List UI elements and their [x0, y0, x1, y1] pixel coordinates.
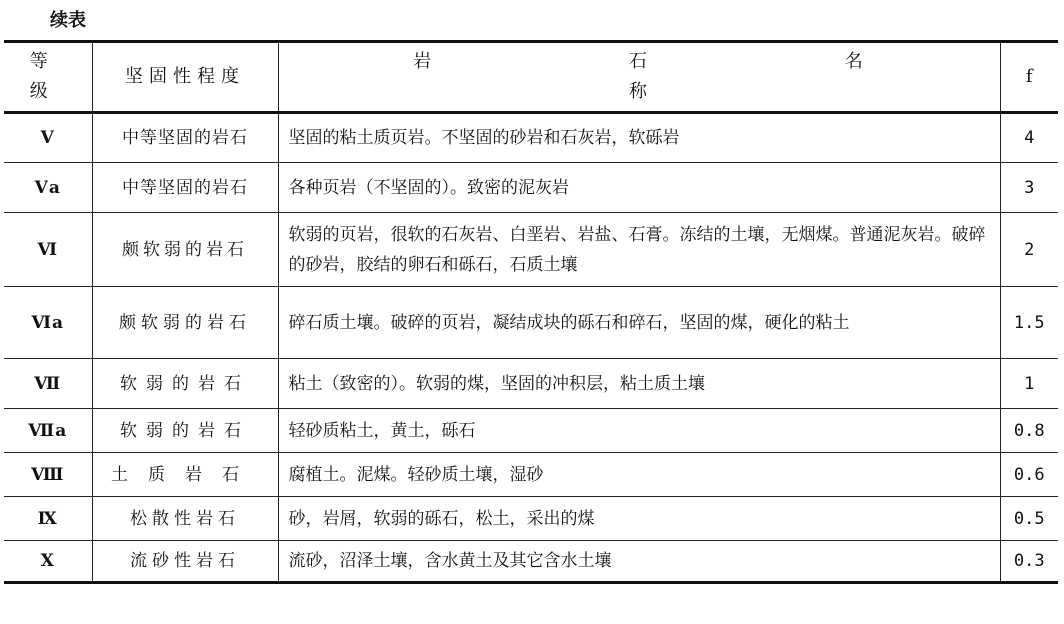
header-grade: 等 级: [4, 42, 92, 113]
cell-degree: 流砂性岩石: [92, 541, 278, 583]
table-caption: 续表: [50, 10, 86, 31]
cell-f: 0.6: [1000, 453, 1058, 497]
cell-rock-name: 砂，岩屑，软弱的砾石，松土，采出的煤: [278, 497, 1000, 541]
cell-f: 4: [1000, 113, 1058, 163]
cell-degree: 软弱的岩石: [92, 409, 278, 453]
header-f: f: [1000, 42, 1058, 113]
cell-degree: 土质岩石: [92, 453, 278, 497]
cell-grade: Ⅸ: [4, 497, 92, 541]
table-row: [4, 213, 1058, 287]
cell-grade: Ⅹ: [4, 541, 92, 583]
table-row: [4, 453, 1058, 497]
table-row: [4, 409, 1058, 453]
cell-rock-name: 碎石质土壤。破碎的页岩，凝结成块的砾石和碎石，坚固的煤，硬化的粘土: [278, 287, 1000, 359]
table-row: [4, 497, 1058, 541]
table-row: [4, 163, 1058, 213]
cell-grade: Ⅵ: [4, 213, 92, 287]
table-row: [4, 287, 1058, 359]
table-row: [4, 113, 1058, 163]
cell-rock-name: 粘土（致密的）。软弱的煤，坚固的冲积层，粘土质土壤: [278, 359, 1000, 409]
cell-rock-name: 轻砂质粘土，黄土，砾石: [278, 409, 1000, 453]
cell-degree: 中等坚固的岩石: [92, 113, 278, 163]
cell-degree: 软弱的岩石: [92, 359, 278, 409]
cell-rock-name: 流砂，沼泽土壤，含水黄土及其它含水土壤: [278, 541, 1000, 583]
cell-grade: Ⅷ: [4, 453, 92, 497]
cell-rock-name: 坚固的粘土质页岩。不坚固的砂岩和石灰岩，软砾岩: [278, 113, 1000, 163]
cell-rock-name: 各种页岩（不坚固的）。致密的泥灰岩: [278, 163, 1000, 213]
cell-degree: 颇软弱的岩石: [92, 287, 278, 359]
cell-degree: 松散性岩石: [92, 497, 278, 541]
table-header-row: [4, 42, 1058, 113]
header-rock-name: 岩 石 名 称: [278, 42, 1000, 113]
cell-grade: Ⅵa: [4, 287, 92, 359]
cell-rock-name: 软弱的页岩，很软的石灰岩、白垩岩、岩盐、石膏。冻结的土壤，无烟煤。普通泥灰岩。破碎的砂岩，胶结的卵石和砾石，石质土壤: [278, 213, 1000, 287]
cell-grade: Ⅶ: [4, 359, 92, 409]
cell-f: 3: [1000, 163, 1058, 213]
cell-f: 0.3: [1000, 541, 1058, 583]
table-row: [4, 541, 1058, 583]
cell-rock-name: 腐植土。泥煤。轻砂质土壤，湿砂: [278, 453, 1000, 497]
cell-f: 0.8: [1000, 409, 1058, 453]
cell-degree: 颇软弱的岩石: [92, 213, 278, 287]
cell-grade: Ⅴ: [4, 113, 92, 163]
cell-f: 1.5: [1000, 287, 1058, 359]
cell-grade: Ⅴa: [4, 163, 92, 213]
cell-grade: Ⅶa: [4, 409, 92, 453]
cell-f: 2: [1000, 213, 1058, 287]
cell-f: 0.5: [1000, 497, 1058, 541]
table-row: [4, 359, 1058, 409]
cell-degree: 中等坚固的岩石: [92, 163, 278, 213]
cell-f: 1: [1000, 359, 1058, 409]
rock-hardness-table: [4, 40, 1058, 584]
header-degree: 坚固性程度: [92, 42, 278, 113]
